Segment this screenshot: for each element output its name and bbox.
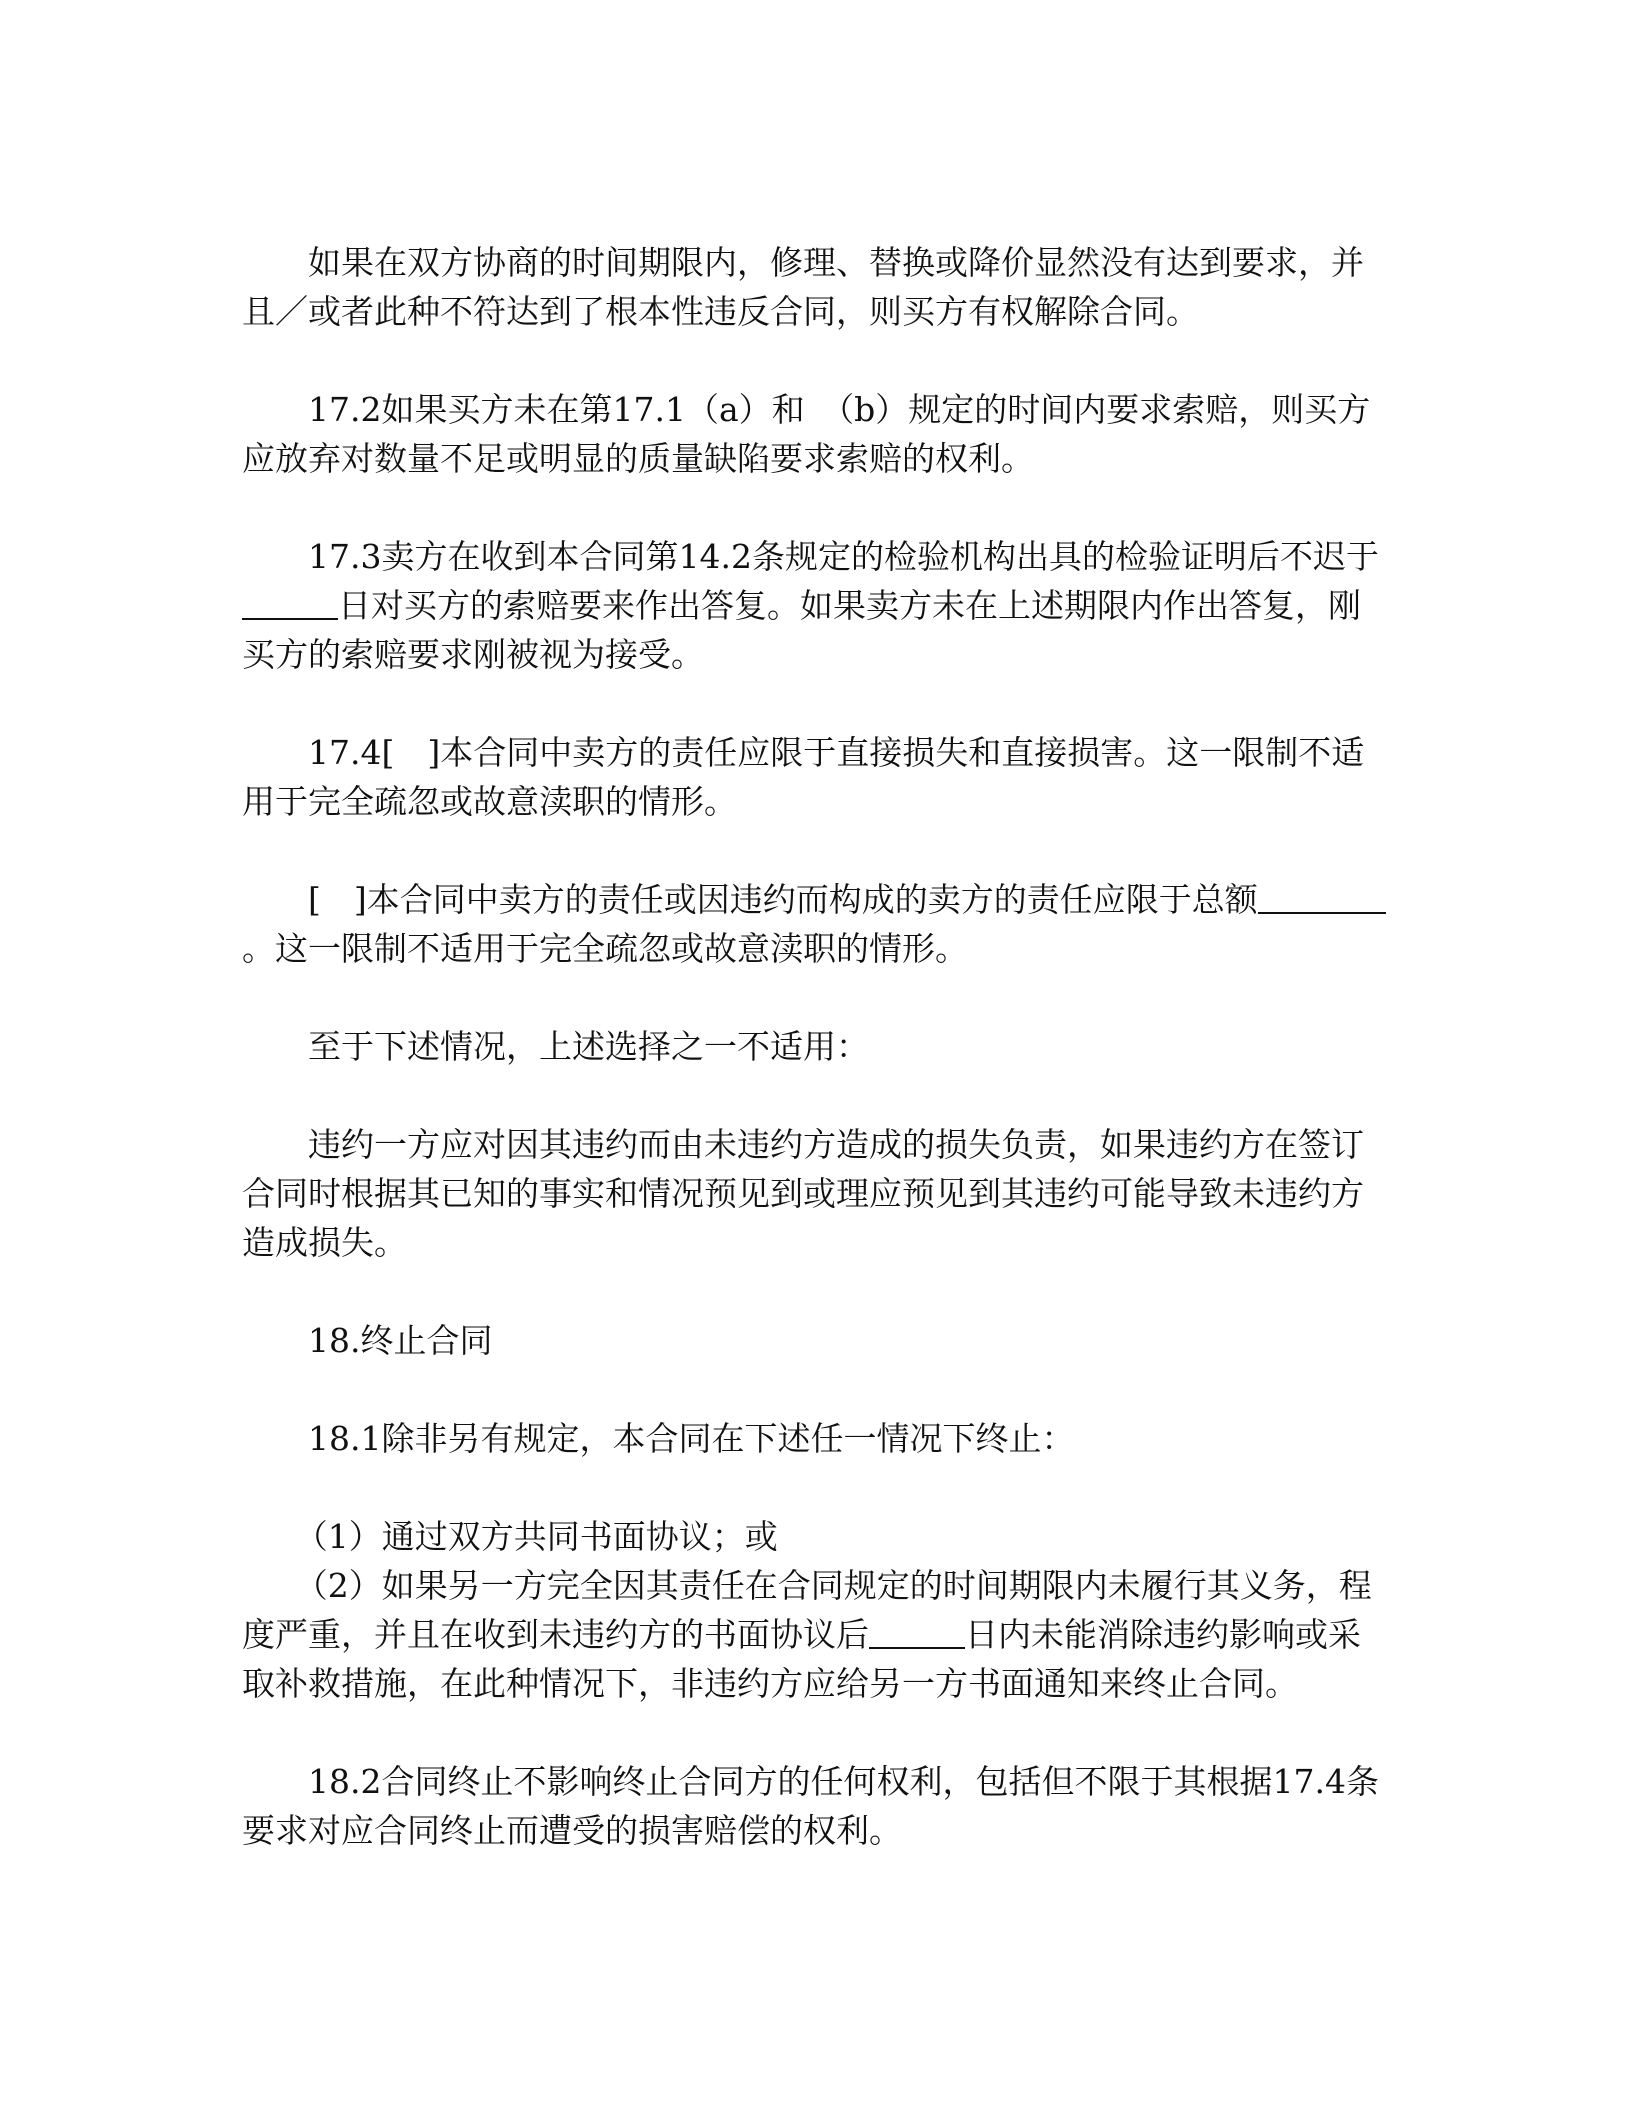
list-item-1: （1）通过双方共同书面协议；或: [294, 1517, 778, 1556]
list-item-2-text-a: （2）如果另一方完全因其责任在合同规定的时间期限内未履行其义务，程度严重，并且在收到未违约方的书面协议后: [242, 1566, 1372, 1654]
paragraph-17-3: [242, 532, 1390, 679]
paragraph-17-3-text-b: 日对买方的索赔要来作出答复。如果卖方未在上述期限内作出答复，刚买方的索赔要求刚被视为接受。: [242, 586, 1361, 674]
paragraph-18-1: 18.1除非另有规定，本合同在下述任一情况下终止：: [308, 1419, 1075, 1458]
paragraph-17-2: 17.2如果买方未在第17.1（a）和 （b）规定的时间内要求索赔，则买方应放弃对数量不足或明显的质量缺陷要求索赔的权利。: [242, 390, 1371, 478]
paragraph-17-3-text-a: 17.3卖方在收到本合同第14.2条规定的检验机构出具的检验证明后不迟于: [308, 537, 1379, 576]
paragraph-18-2: 18.2合同终止不影响终止合同方的任何权利，包括但不限于其根据17.4条要求对应合同终止而遭受的损害赔偿的权利。: [242, 1762, 1379, 1850]
blank-days-field-2: [869, 1617, 965, 1649]
list-item-2: [242, 1561, 1390, 1708]
paragraph-foreseeable-loss: 违约一方应对因其违约而由未违约方造成的损失负责，如果违约方在签订合同时根据其已知的事实和情况预见到或理应预见到其违约可能导致未违约方造成损失。: [242, 1125, 1364, 1262]
paragraph-exception-intro: 至于下述情况，上述选择之一不适用：: [308, 1027, 869, 1066]
blank-days-field: [242, 588, 338, 620]
paragraph-17-4: 17.4[ ]本合同中卖方的责任应限于直接损失和直接损害。这一限制不适用于完全疏忽或故意渎职的情形。: [242, 733, 1365, 821]
paragraph-liability-cap: [242, 875, 1390, 973]
liability-cap-text-a: [ ]本合同中卖方的责任或因违约而构成的卖方的责任应限于总额: [308, 880, 1258, 919]
list-item-2-text-b: 日内未能消除违约影响或采取补救措施，在此种情况下，非违约方应给另一方书面通知来终止合同。: [242, 1615, 1361, 1703]
document-page: [242, 238, 1390, 1855]
paragraph-rescission: 如果在双方协商的时间期限内，修理、替换或降价显然没有达到要求，并且／或者此种不符达到了根本性违反合同，则买方有权解除合同。: [242, 243, 1364, 331]
blank-amount-field: [1258, 882, 1386, 914]
section-heading-18: 18.终止合同: [308, 1321, 493, 1360]
liability-cap-text-b: 。这一限制不适用于完全疏忽或故意渎职的情形。: [242, 929, 968, 968]
